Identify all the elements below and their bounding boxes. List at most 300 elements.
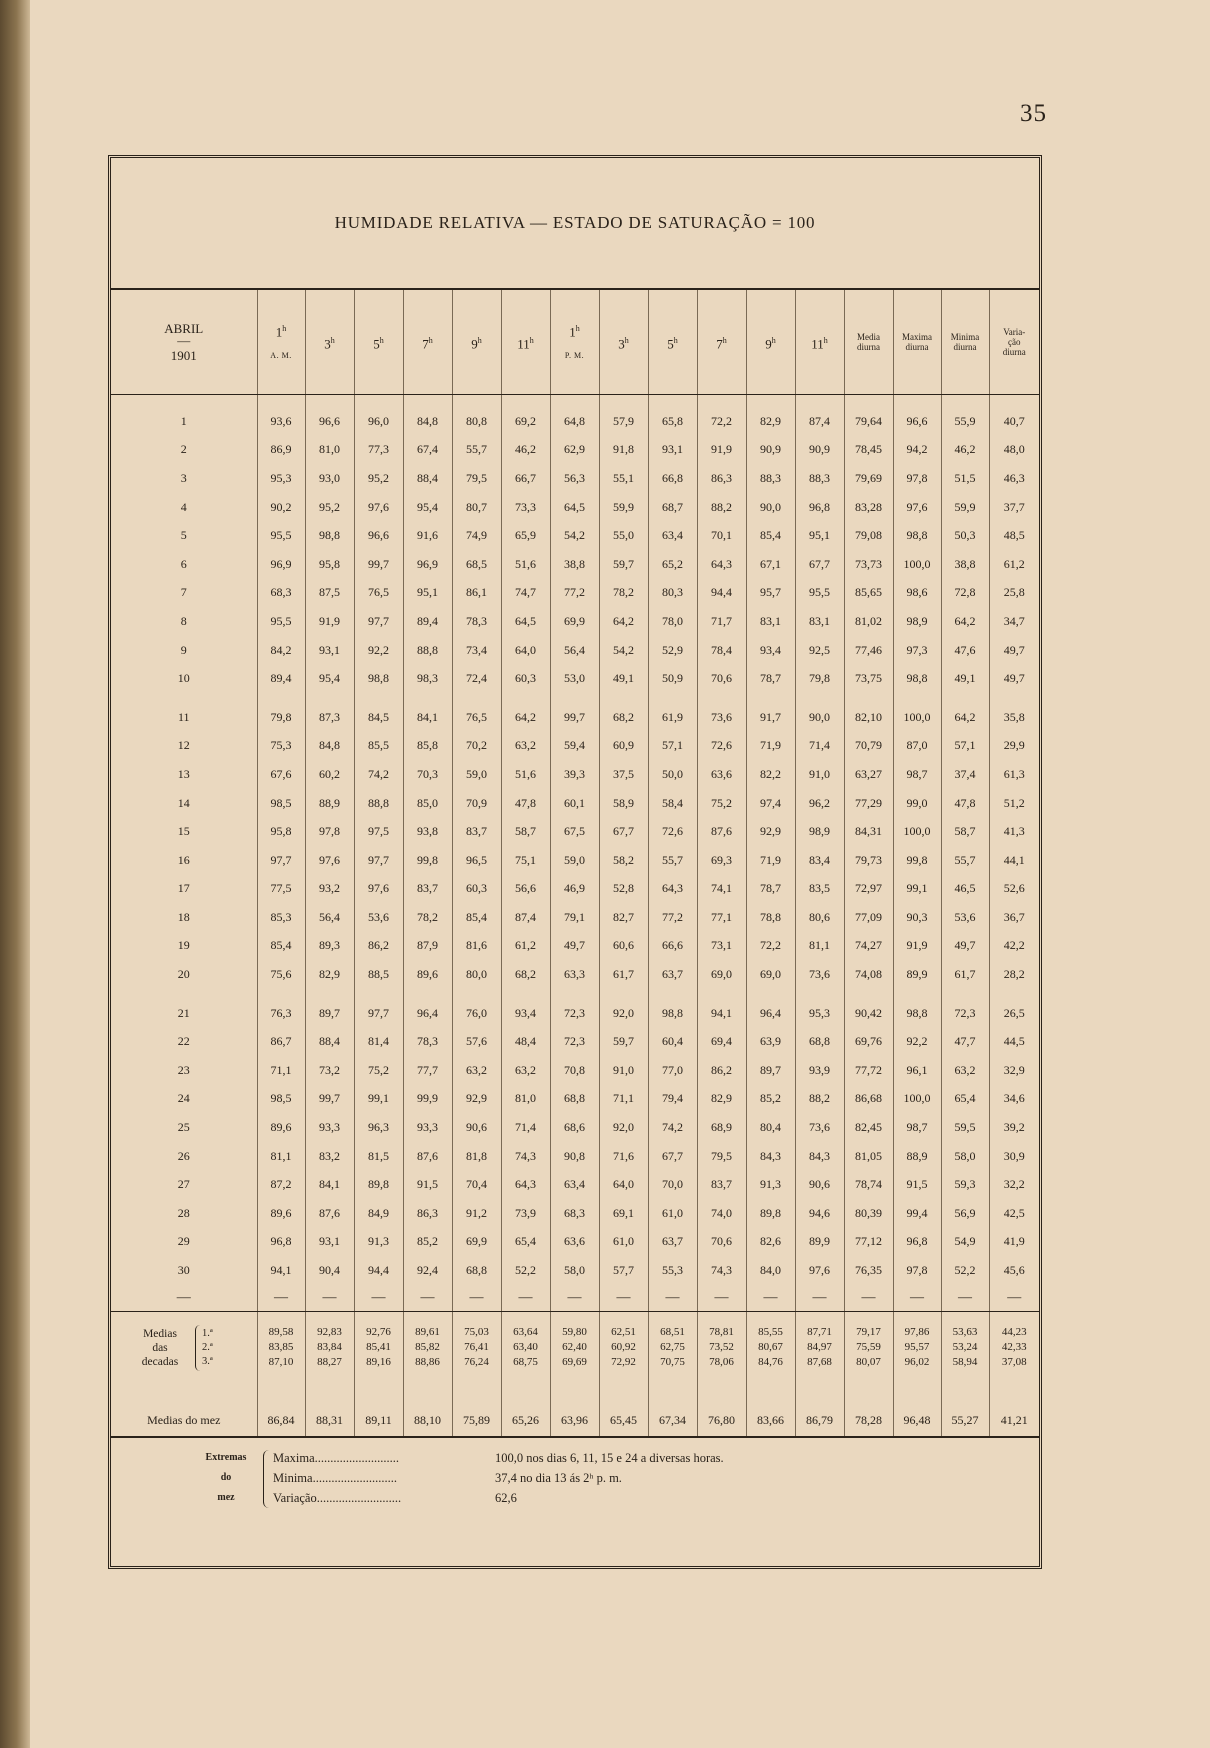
spacer-cell (941, 395, 989, 408)
value-cell: 74,2 (648, 1113, 697, 1142)
value-cell: 63,2 (501, 1056, 550, 1085)
value-cell: 59,5 (941, 1113, 989, 1142)
hour-header (501, 289, 550, 395)
value-cell: 52,8 (599, 875, 648, 904)
spacer-cell (452, 693, 501, 703)
value-cell: 95,4 (403, 493, 452, 522)
value-cell: 92,5 (795, 636, 844, 665)
decade-value: 59,80 (562, 1326, 587, 1339)
spacer-cell (501, 693, 550, 703)
table-row (111, 875, 1039, 904)
decade-means-label (111, 1311, 257, 1378)
ampm-label: P. M. (564, 350, 585, 360)
decade-value: 53,24 (952, 1341, 978, 1354)
spacer-cell (648, 693, 697, 703)
dash-cell: — (941, 1285, 989, 1312)
value-cell: 88,2 (795, 1085, 844, 1114)
decade-numbers (202, 1327, 213, 1369)
table-row (111, 999, 1039, 1028)
value-cell: 78,4 (697, 636, 746, 665)
table-row (111, 1142, 1039, 1171)
extreme-name: Variação (273, 1491, 317, 1505)
value-cell: 66,6 (648, 932, 697, 961)
value-cell: 93,6 (257, 407, 305, 436)
value-cell: 88,9 (893, 1142, 941, 1171)
table-row (111, 732, 1039, 761)
value-cell: 95,5 (795, 579, 844, 608)
value-cell: 70,4 (452, 1170, 501, 1199)
value-cell: 99,1 (354, 1085, 403, 1114)
hour-label: 5$^h$ (373, 335, 384, 352)
value-cell: 48,4 (501, 1027, 550, 1056)
page-number: 35 (1020, 100, 1047, 127)
media-diurna-header (844, 289, 893, 395)
hour-label: 3$^h$ (618, 335, 629, 352)
spacer-cell (354, 1378, 403, 1406)
value-cell: 96,5 (452, 846, 501, 875)
value-cell: 92,2 (354, 636, 403, 665)
value-cell: 59,0 (452, 760, 501, 789)
value-cell: 65,2 (648, 550, 697, 579)
spacer-cell (795, 395, 844, 408)
value-cell: 70,79 (844, 732, 893, 761)
value-cell: 90,9 (795, 436, 844, 465)
table-row (111, 464, 1039, 493)
dash-cell: — (746, 1285, 795, 1312)
spacer-cell (452, 395, 501, 408)
spacer-cell (257, 989, 305, 999)
value-cell: 48,0 (989, 436, 1039, 465)
value-cell: 92,0 (599, 1113, 648, 1142)
value-cell: 94,1 (697, 999, 746, 1028)
decade-value-cell (501, 1311, 550, 1378)
value-cell: 47,8 (501, 789, 550, 818)
value-cell: 91,0 (795, 760, 844, 789)
dash-cell: — (354, 1285, 403, 1312)
value-cell: 54,2 (599, 636, 648, 665)
month-mean-cell: 96,48 (893, 1406, 941, 1437)
value-cell: 29,9 (989, 732, 1039, 761)
value-cell: 69,2 (501, 407, 550, 436)
value-cell: 39,2 (989, 1113, 1039, 1142)
value-cell: 82,6 (746, 1228, 795, 1257)
hour-header (550, 289, 599, 395)
value-cell: 91,7 (746, 703, 795, 732)
value-cell: 79,1 (550, 903, 599, 932)
value-cell: 95,1 (403, 579, 452, 608)
value-cell: 91,3 (354, 1228, 403, 1257)
value-cell: 84,9 (354, 1199, 403, 1228)
value-cell: 92,0 (599, 999, 648, 1028)
spacer-cell (550, 1378, 599, 1406)
value-cell: 75,1 (501, 846, 550, 875)
spacer-cell (795, 693, 844, 703)
table-row (111, 903, 1039, 932)
dash-cell: — (844, 1285, 893, 1312)
spacer-cell (111, 1378, 257, 1406)
value-cell: 85,4 (257, 932, 305, 961)
day-number: 23 (177, 1062, 190, 1077)
value-cell: 55,9 (941, 407, 989, 436)
value-cell: 86,3 (403, 1199, 452, 1228)
value-cell: 98,8 (893, 664, 941, 693)
decade-number: 2.ª (202, 1341, 213, 1353)
month-mean-cell: 67,34 (648, 1406, 697, 1437)
value-cell: 69,1 (599, 1199, 648, 1228)
decade-label-text (129, 1327, 191, 1369)
value-cell: 72,6 (697, 732, 746, 761)
value-cell: 82,7 (599, 903, 648, 932)
minima-diurna-header (941, 289, 989, 395)
extremes-label: Extremas do mez (205, 1452, 247, 1503)
hour-label: 9$^h$ (765, 335, 776, 352)
value-cell: 79,73 (844, 846, 893, 875)
value-cell: 36,7 (989, 903, 1039, 932)
value-cell: 79,08 (844, 521, 893, 550)
value-cell: 100,0 (893, 817, 941, 846)
value-cell: 88,4 (403, 464, 452, 493)
value-cell: 89,8 (354, 1170, 403, 1199)
decade-value-cell (697, 1311, 746, 1378)
value-cell: 91,3 (746, 1170, 795, 1199)
value-cell: 57,7 (599, 1256, 648, 1285)
table-row (111, 760, 1039, 789)
spacer-cell (893, 693, 941, 703)
value-cell: 59,3 (941, 1170, 989, 1199)
value-cell: 97,8 (893, 1256, 941, 1285)
value-cell: 95,3 (795, 999, 844, 1028)
value-cell: 72,2 (697, 407, 746, 436)
value-cell: 81,5 (354, 1142, 403, 1171)
value-cell: 56,6 (501, 875, 550, 904)
value-cell: 71,1 (599, 1085, 648, 1114)
table-row (111, 817, 1039, 846)
value-cell: 52,9 (648, 636, 697, 665)
value-cell: 84,1 (403, 703, 452, 732)
spacer-row (111, 989, 1039, 999)
value-cell: 40,7 (989, 407, 1039, 436)
decade-value-cell (452, 1311, 501, 1378)
value-cell: 26,5 (989, 999, 1039, 1028)
spacer-cell (893, 1378, 941, 1406)
value-cell: 79,64 (844, 407, 893, 436)
hour-label: 11$^h$ (517, 335, 534, 352)
table-row (111, 550, 1039, 579)
decade-value-cell (989, 1311, 1039, 1378)
decade-value: 62,40 (562, 1341, 587, 1354)
spacer-cell (599, 693, 648, 703)
value-cell: 44,1 (989, 846, 1039, 875)
month-mean-cell: 65,45 (599, 1406, 648, 1437)
spacer-cell (893, 989, 941, 999)
value-cell: 59,9 (599, 493, 648, 522)
value-cell: 83,28 (844, 493, 893, 522)
spacer-cell (844, 693, 893, 703)
value-cell: 84,2 (257, 636, 305, 665)
table-row (111, 664, 1039, 693)
dash-cell: — (403, 1285, 452, 1312)
decade-value: 80,07 (856, 1356, 881, 1369)
value-cell: 93,3 (305, 1113, 354, 1142)
table-row (111, 789, 1039, 818)
value-cell: 91,0 (599, 1056, 648, 1085)
extreme-value: 62,6 (495, 1491, 517, 1505)
value-cell: 98,3 (403, 664, 452, 693)
decade-brace (195, 1325, 200, 1371)
value-cell: 96,8 (257, 1228, 305, 1257)
value-cell: 88,3 (746, 464, 795, 493)
value-cell: 78,0 (648, 607, 697, 636)
dash-cell: — (648, 1285, 697, 1312)
value-cell: 90,0 (795, 703, 844, 732)
spacer-cell (257, 395, 305, 408)
month-mean-cell: 83,66 (746, 1406, 795, 1437)
extreme-name: Minima (273, 1471, 313, 1485)
value-cell: 87,0 (893, 732, 941, 761)
spacer-cell (354, 395, 403, 408)
value-cell: 74,3 (501, 1142, 550, 1171)
value-cell: 81,05 (844, 1142, 893, 1171)
hour-header (257, 289, 305, 395)
decade-value: 75,03 (464, 1326, 489, 1339)
value-cell: 98,8 (893, 521, 941, 550)
value-cell: 77,2 (648, 903, 697, 932)
value-cell: 97,6 (354, 875, 403, 904)
value-cell: 73,3 (501, 493, 550, 522)
value-cell: 30,9 (989, 1142, 1039, 1171)
spacer-cell (941, 989, 989, 999)
decade-value-cell (795, 1311, 844, 1378)
value-cell: 95,2 (354, 464, 403, 493)
month-label: ABRIL (164, 321, 204, 336)
value-cell: 74,1 (697, 875, 746, 904)
value-cell: 63,9 (746, 1027, 795, 1056)
value-cell: 84,1 (305, 1170, 354, 1199)
day-number: 22 (177, 1034, 190, 1049)
day-number: 12 (177, 738, 190, 753)
value-cell: 84,8 (305, 732, 354, 761)
value-cell: 81,8 (452, 1142, 501, 1171)
value-cell: 81,4 (354, 1027, 403, 1056)
spacer-cell (354, 989, 403, 999)
value-cell: 64,2 (501, 703, 550, 732)
value-cell: 87,5 (305, 579, 354, 608)
value-cell: 64,3 (648, 875, 697, 904)
value-cell: 85,2 (746, 1085, 795, 1114)
value-cell: 37,4 (941, 760, 989, 789)
value-cell: 89,4 (257, 664, 305, 693)
value-cell: 46,9 (550, 875, 599, 904)
hour-suffix: h (477, 335, 482, 345)
value-cell: 90,3 (893, 903, 941, 932)
decade-value: 84,97 (807, 1341, 832, 1354)
value-cell: 58,4 (648, 789, 697, 818)
decade-means-row (111, 1311, 1039, 1378)
value-cell: 67,7 (648, 1142, 697, 1171)
value-cell: 65,4 (501, 1228, 550, 1257)
month-extremes (111, 1442, 1039, 1522)
value-cell: 78,2 (403, 903, 452, 932)
value-cell: 63,7 (648, 1228, 697, 1257)
value-cell: 86,68 (844, 1085, 893, 1114)
value-cell: 87,4 (501, 903, 550, 932)
value-cell: 92,9 (746, 817, 795, 846)
value-cell: 88,8 (354, 789, 403, 818)
value-cell: 98,5 (257, 789, 305, 818)
value-cell: 84,3 (795, 1142, 844, 1171)
value-cell: 84,0 (746, 1256, 795, 1285)
value-cell: 71,7 (697, 607, 746, 636)
value-cell: 70,8 (550, 1056, 599, 1085)
value-cell: 72,3 (941, 999, 989, 1028)
day-number: 17 (177, 881, 190, 896)
month-mean-cell: 41,21 (989, 1406, 1039, 1437)
decade-value: 63,64 (513, 1326, 538, 1339)
value-cell: 59,7 (599, 1027, 648, 1056)
value-cell: 87,3 (305, 703, 354, 732)
value-cell: 63,2 (452, 1056, 501, 1085)
day-number: 16 (177, 852, 190, 867)
dash-cell: — (697, 1285, 746, 1312)
value-cell: 74,0 (697, 1199, 746, 1228)
value-cell: 46,5 (941, 875, 989, 904)
value-cell: 83,7 (697, 1170, 746, 1199)
value-cell: 98,7 (893, 760, 941, 789)
variacao-diurna-header (989, 289, 1039, 395)
decade-value: 83,85 (268, 1341, 294, 1354)
value-cell: 73,6 (795, 960, 844, 989)
value-cell: 46,3 (989, 464, 1039, 493)
spacer-cell (257, 1378, 305, 1406)
value-cell: 80,6 (795, 903, 844, 932)
value-cell: 49,7 (941, 932, 989, 961)
value-cell: 96,8 (795, 493, 844, 522)
value-cell: 32,2 (989, 1170, 1039, 1199)
month-mean-cell: 78,28 (844, 1406, 893, 1437)
value-cell: 41,9 (989, 1228, 1039, 1257)
extreme-value: 37,4 no dia 13 ás 2ʰ p. m. (495, 1471, 622, 1485)
hour-label: 9$^h$ (471, 335, 482, 352)
value-cell: 85,4 (452, 903, 501, 932)
value-cell: 73,6 (697, 703, 746, 732)
value-cell: 83,5 (795, 875, 844, 904)
value-cell: 79,5 (697, 1142, 746, 1171)
day-number: 1 (180, 413, 187, 428)
value-cell: 92,4 (403, 1256, 452, 1285)
value-cell: 77,1 (697, 903, 746, 932)
decade-value: 89,61 (415, 1326, 440, 1339)
minima-diurna-header-text: Minima diurna (950, 332, 980, 352)
value-cell: 55,1 (599, 464, 648, 493)
value-cell: 52,2 (941, 1256, 989, 1285)
value-cell: 60,4 (648, 1027, 697, 1056)
value-cell: 77,09 (844, 903, 893, 932)
value-cell: 81,0 (501, 1085, 550, 1114)
value-cell: 58,0 (550, 1256, 599, 1285)
spacer-cell (746, 989, 795, 999)
decade-value: 85,82 (415, 1341, 440, 1354)
value-cell: 95,2 (305, 493, 354, 522)
value-cell: 70,1 (697, 521, 746, 550)
hour-suffix: h (624, 335, 629, 345)
value-cell: 25,8 (989, 579, 1039, 608)
value-cell: 93,8 (403, 817, 452, 846)
value-cell: 67,4 (403, 436, 452, 465)
value-cell: 69,4 (697, 1027, 746, 1056)
value-cell: 82,2 (746, 760, 795, 789)
decade-value: 92,83 (317, 1326, 342, 1339)
dash-cell: — (599, 1285, 648, 1312)
value-cell: 65,4 (941, 1085, 989, 1114)
spacer-cell (305, 989, 354, 999)
value-cell: 89,4 (403, 607, 452, 636)
day-number: 14 (177, 795, 190, 810)
value-cell: 68,8 (795, 1027, 844, 1056)
value-cell: 81,1 (257, 1142, 305, 1171)
value-cell: 53,6 (354, 903, 403, 932)
hour-header (746, 289, 795, 395)
value-cell: 60,1 (550, 789, 599, 818)
extreme-row (273, 1448, 724, 1468)
month-mean-cell: 88,31 (305, 1406, 354, 1437)
value-cell: 99,7 (305, 1085, 354, 1114)
value-cell: 99,8 (893, 846, 941, 875)
value-cell: 97,6 (893, 493, 941, 522)
value-cell: 97,6 (354, 493, 403, 522)
value-cell: 95,5 (257, 607, 305, 636)
day-number: 25 (177, 1120, 190, 1135)
hour-suffix: h (823, 335, 828, 345)
day-number: 7 (180, 585, 187, 600)
value-cell: 93,1 (305, 1228, 354, 1257)
spacer-cell (697, 1378, 746, 1406)
value-cell: 60,2 (305, 760, 354, 789)
table-row (111, 493, 1039, 522)
value-cell: 38,8 (941, 550, 989, 579)
value-cell: 37,7 (989, 493, 1039, 522)
value-cell: 49,1 (599, 664, 648, 693)
decade-value: 88,27 (317, 1356, 342, 1369)
maxima-diurna-header-text: Maxima diurna (902, 332, 932, 352)
value-cell: 52,2 (501, 1256, 550, 1285)
value-cell: 78,3 (403, 1027, 452, 1056)
decade-value: 62,51 (611, 1326, 636, 1339)
month-mean-cell: 75,89 (452, 1406, 501, 1437)
value-cell: 47,6 (941, 636, 989, 665)
value-cell: 100,0 (893, 1085, 941, 1114)
value-cell: 98,8 (354, 664, 403, 693)
value-cell: 93,1 (305, 636, 354, 665)
value-cell: 95,8 (305, 550, 354, 579)
value-cell: 83,4 (795, 846, 844, 875)
value-cell: 69,0 (746, 960, 795, 989)
book-binding-edge (0, 0, 30, 1748)
value-cell: 81,1 (795, 932, 844, 961)
day-number: 4 (180, 499, 187, 514)
value-cell: 73,73 (844, 550, 893, 579)
value-cell: 91,9 (893, 932, 941, 961)
value-cell: 58,7 (501, 817, 550, 846)
value-cell: 79,8 (257, 703, 305, 732)
extreme-dots: ........................... (316, 1491, 402, 1505)
value-cell: 90,4 (305, 1256, 354, 1285)
value-cell: 67,7 (795, 550, 844, 579)
decade-value: 85,55 (758, 1326, 783, 1339)
value-cell: 84,3 (746, 1142, 795, 1171)
value-cell: 96,9 (403, 550, 452, 579)
value-cell: 97,4 (746, 789, 795, 818)
value-cell: 78,3 (452, 607, 501, 636)
